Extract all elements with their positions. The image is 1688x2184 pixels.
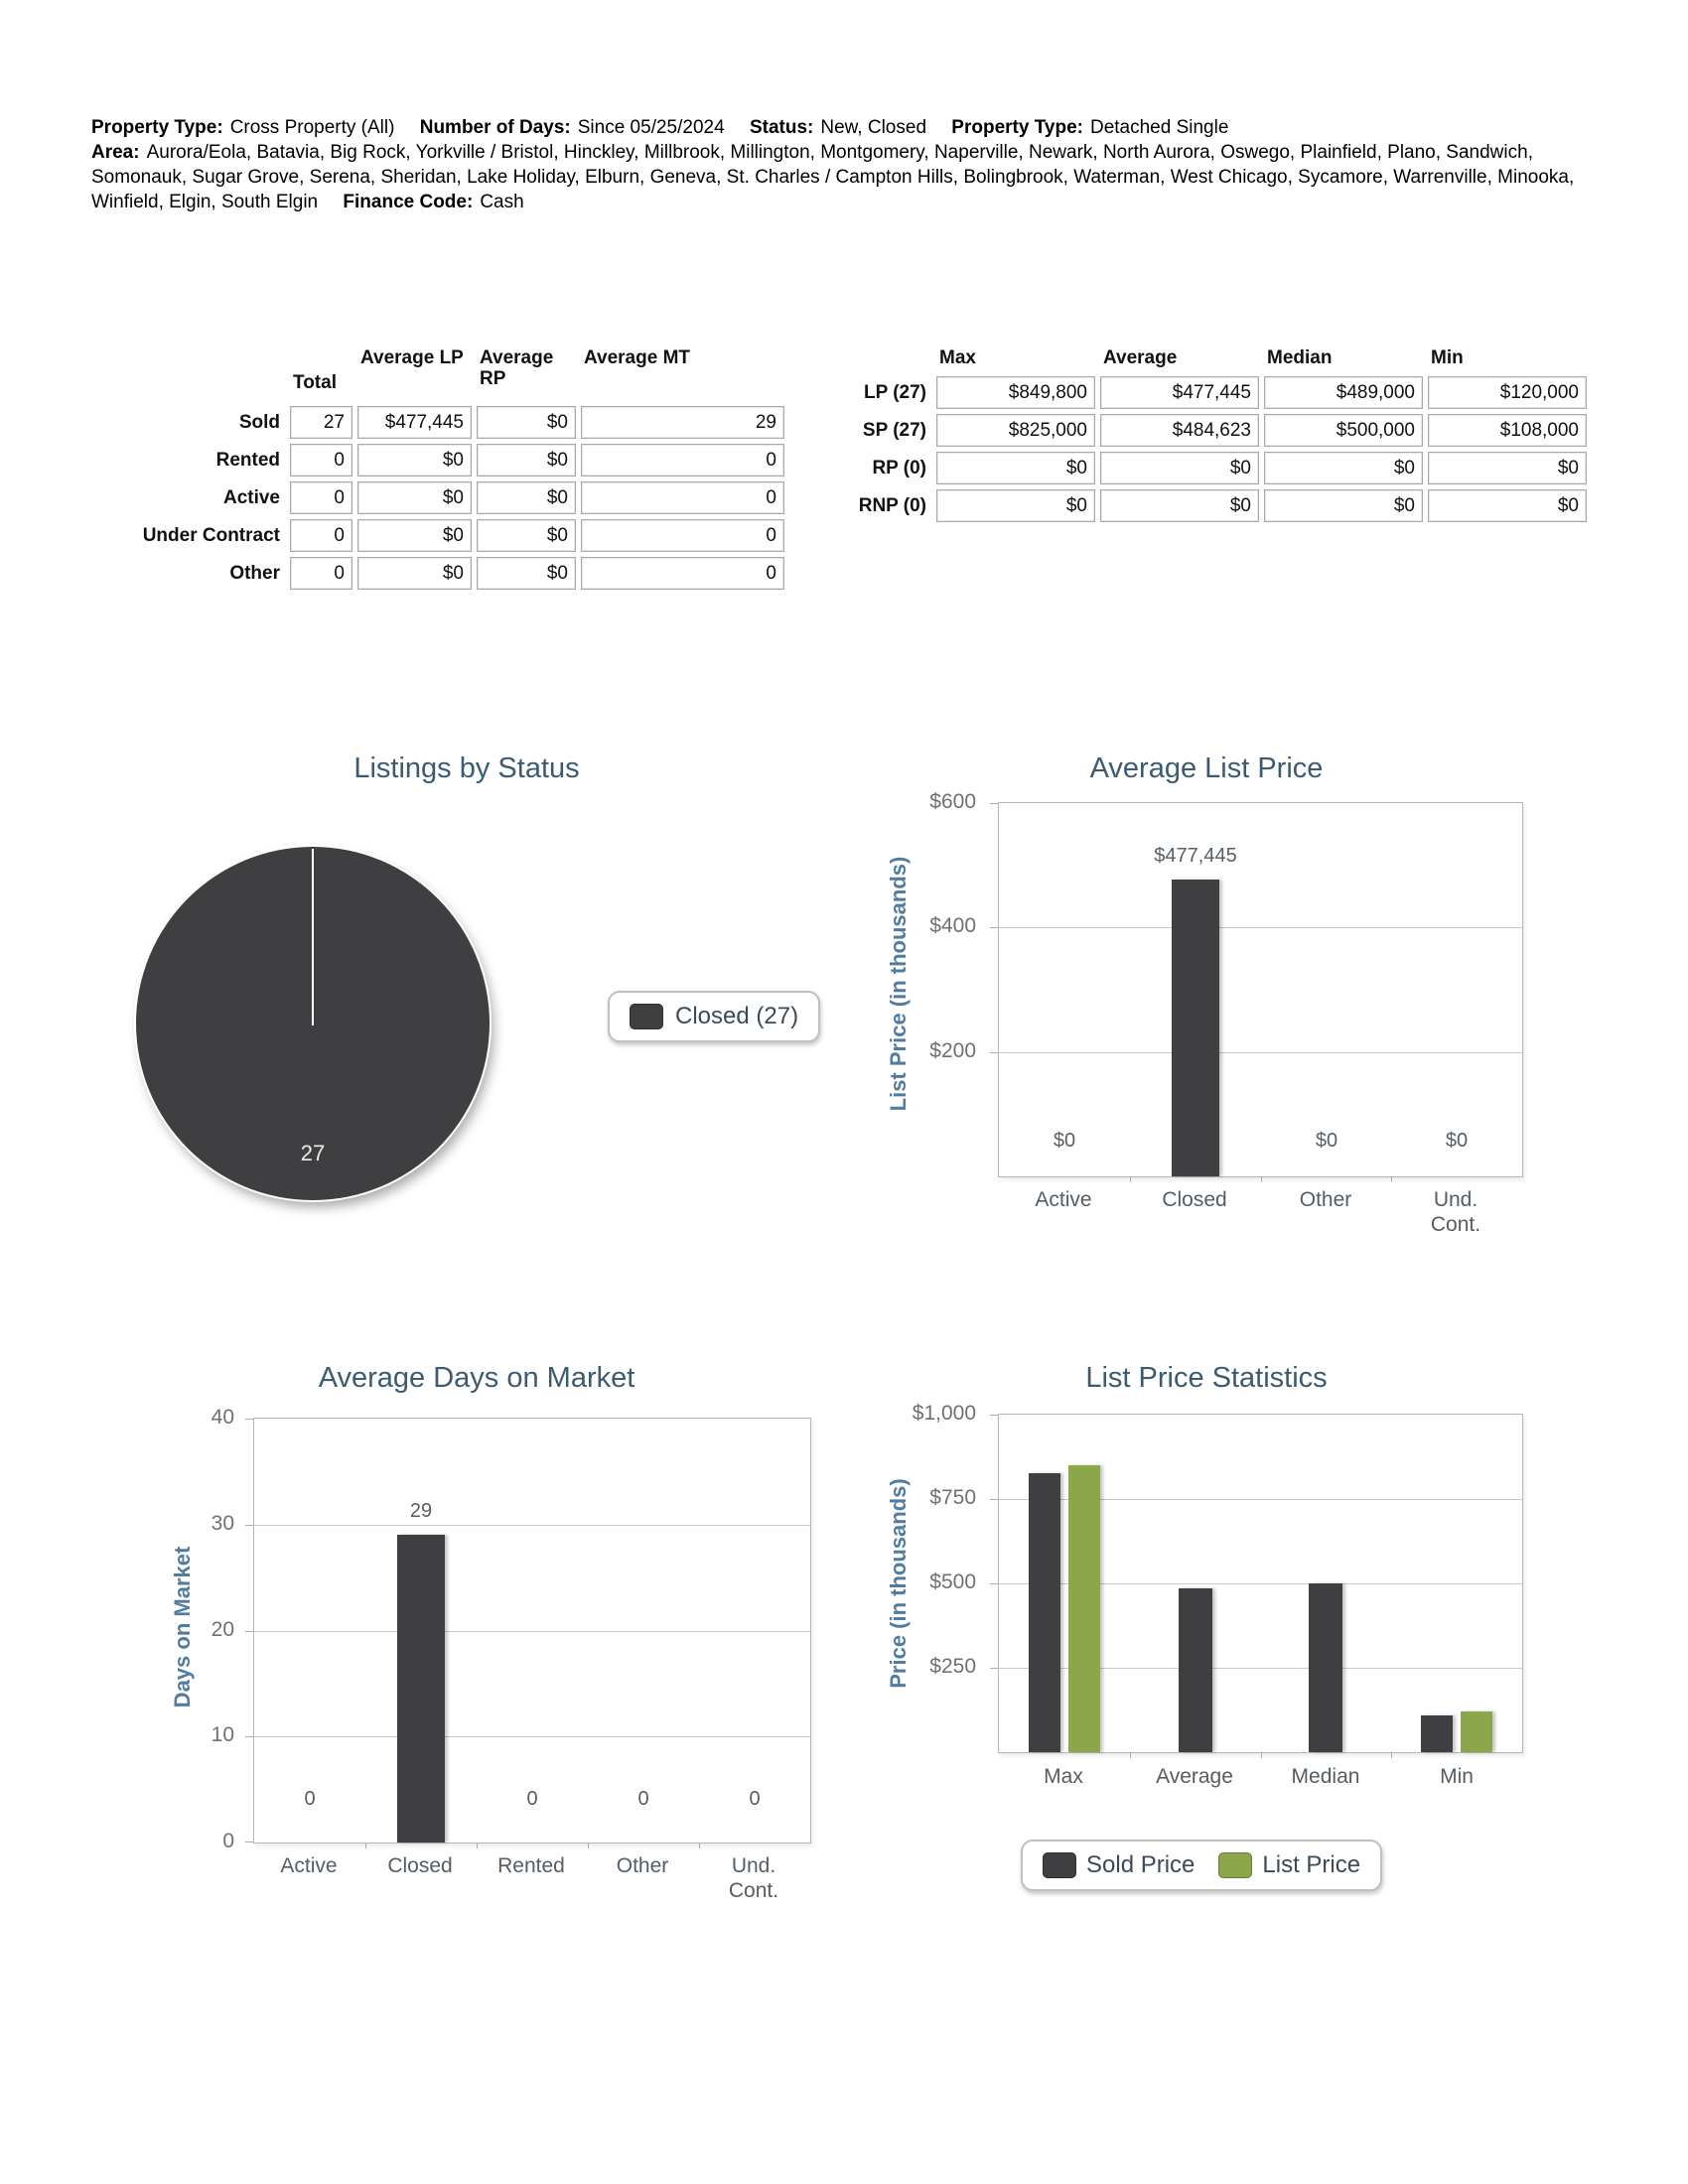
plot-area (253, 1418, 811, 1843)
y-tick-mark (990, 803, 998, 804)
table-row (94, 557, 784, 590)
y-tick-1000: $1,000 (912, 1402, 976, 1425)
y-tick-600: $600 (929, 790, 976, 813)
row-label: RP (0) (872, 458, 926, 478)
chart-title: Average List Price (1089, 752, 1324, 784)
y-tick-200: $200 (929, 1039, 976, 1062)
y-tick-mark (990, 1583, 998, 1584)
x-tick-mark (477, 1843, 478, 1848)
cell-average-rp: $0 (477, 557, 576, 590)
table-row (834, 376, 1587, 409)
y-tick-10: 10 (211, 1723, 234, 1746)
cell-max: $0 (936, 489, 1095, 522)
chart-title: Listings by Status (353, 752, 580, 784)
table-row (94, 481, 784, 514)
criteria-number-of-days (420, 117, 725, 138)
cell-average: $0 (1100, 452, 1259, 484)
table-row (834, 452, 1587, 484)
gridline (999, 1052, 1522, 1053)
cell-average-lp: $0 (357, 557, 472, 590)
gridline (999, 927, 1522, 928)
category-average: Average (1156, 1765, 1233, 1788)
bar-value-rented: 0 (526, 1788, 538, 1810)
y-tick-750: $750 (929, 1486, 976, 1509)
table-row (94, 406, 784, 439)
category-closed: Closed (1162, 1188, 1227, 1211)
report-criteria (91, 115, 1581, 214)
category-other: Other (616, 1854, 669, 1877)
y-tick-40: 40 (211, 1406, 234, 1429)
pie-slice-closed (136, 847, 490, 1200)
y-tick-400: $400 (929, 914, 976, 937)
column-header-total: Total (293, 372, 337, 393)
category-closed: Closed (387, 1854, 453, 1877)
legend-label-sold-price: Sold Price (1086, 1851, 1196, 1878)
category-active: Active (1035, 1188, 1092, 1211)
bar-average-sold-price (1179, 1588, 1212, 1752)
plot-area (998, 802, 1523, 1177)
cell-average-rp: $0 (477, 444, 576, 477)
criteria-value: Aurora/Eola, Batavia, Big Rock, Yorkville / Bristol, Hinckley, Millbrook, Millington, Montgomery, Naperville, Newark, North Aurora, Oswego, Plainfield, Plano, Sandwich, Somonauk, Sugar Grove, Serena, Sheridan, Lake Holiday, Elburn, Geneva, St. Charles / Campton Hills, Bolingbrook, Waterman, West Chicago, Sycamore, Warrenville, Minooka, Winfield, Elgin, South Elgin (91, 142, 1575, 212)
bar-value-closed: 29 (409, 1500, 433, 1522)
cell-total: 0 (290, 519, 352, 552)
category-und-cont: Und. Cont. (728, 1854, 779, 1902)
bar-max-list-price (1068, 1465, 1100, 1752)
gridline (254, 1631, 810, 1632)
bar-value-other: $0 (1315, 1130, 1338, 1152)
cell-min: $108,000 (1428, 414, 1587, 447)
pie-slice-value-label: 27 (300, 1141, 326, 1165)
legend-label: Closed (27) (675, 1003, 799, 1029)
bar-max-sold-price (1029, 1473, 1060, 1752)
table-row (94, 444, 784, 477)
category-max: Max (1044, 1765, 1083, 1788)
cell-average-lp: $0 (357, 519, 472, 552)
criteria-property-type-2 (951, 117, 1228, 138)
cell-average-mt: 0 (581, 557, 784, 590)
x-tick-mark (588, 1843, 589, 1848)
criteria-label: Status: (749, 117, 814, 138)
category-rented: Rented (497, 1854, 565, 1877)
cell-average-rp: $0 (477, 406, 576, 439)
chart-title: List Price Statistics (1085, 1362, 1328, 1394)
criteria-label: Property Type: (91, 117, 223, 138)
y-tick-mark (990, 1668, 998, 1669)
criteria-area (91, 142, 1574, 212)
chart-title: Average Days on Market (318, 1362, 635, 1394)
bar-median-sold-price (1309, 1583, 1342, 1752)
row-label: RNP (0) (858, 495, 926, 516)
y-axis-label: Days on Market (170, 1546, 195, 1708)
row-label: LP (27) (863, 382, 926, 403)
cell-average-lp: $0 (357, 481, 472, 514)
x-tick-mark (1130, 1752, 1131, 1758)
cell-total: 27 (290, 406, 352, 439)
bar-value-und-cont: $0 (1445, 1130, 1469, 1152)
y-axis-label: List Price (in thousands) (886, 856, 911, 1112)
column-header-average-rp: Average RP (480, 347, 554, 389)
y-tick-mark (245, 1525, 253, 1526)
criteria-value: Since 05/25/2024 (577, 117, 725, 138)
cell-max: $825,000 (936, 414, 1095, 447)
table-row (94, 519, 784, 552)
y-tick-mark (990, 927, 998, 928)
cell-median: $0 (1264, 452, 1423, 484)
plot-area (998, 1414, 1523, 1753)
category-other: Other (1299, 1188, 1352, 1211)
cell-average-rp: $0 (477, 481, 576, 514)
table-row (834, 489, 1587, 522)
bar-closed (397, 1535, 445, 1843)
criteria-label: Finance Code: (343, 192, 474, 212)
criteria-label: Property Type: (951, 117, 1083, 138)
criteria-label: Number of Days: (419, 117, 571, 138)
y-tick-250: $250 (929, 1655, 976, 1678)
criteria-value: Detached Single (1089, 117, 1229, 138)
y-tick-mark (990, 1499, 998, 1500)
column-header-max: Max (939, 347, 976, 368)
bar-value-und-cont: 0 (749, 1788, 761, 1810)
y-tick-mark (990, 1415, 998, 1416)
cell-median: $489,000 (1264, 376, 1423, 409)
category-active: Active (280, 1854, 338, 1877)
cell-max: $849,800 (936, 376, 1095, 409)
x-tick-mark (1261, 1752, 1262, 1758)
cell-average: $484,623 (1100, 414, 1259, 447)
column-header-min: Min (1431, 347, 1464, 368)
cell-average-mt: 29 (581, 406, 784, 439)
x-tick-mark (1391, 1176, 1392, 1182)
legend-swatch-list-price (1218, 1852, 1252, 1878)
column-header-median: Median (1267, 347, 1333, 368)
criteria-value: Cross Property (All) (229, 117, 395, 138)
cell-total: 0 (290, 557, 352, 590)
y-axis-label: Price (in thousands) (886, 1478, 911, 1689)
y-tick-mark (245, 1631, 253, 1632)
price-legend (1021, 1840, 1382, 1891)
x-tick-mark (1130, 1176, 1131, 1182)
x-tick-mark (1391, 1752, 1392, 1758)
status-table-header-row (94, 347, 784, 393)
cell-average-lp: $477,445 (357, 406, 472, 439)
category-min: Min (1440, 1765, 1474, 1788)
bar-value-other: 0 (637, 1788, 649, 1810)
criteria-label: Area: (91, 142, 140, 163)
row-label: SP (27) (862, 420, 926, 441)
cell-average-mt: 0 (581, 519, 784, 552)
y-tick-20: 20 (211, 1618, 234, 1641)
row-label: Sold (238, 412, 280, 433)
column-header-average: Average (1103, 347, 1178, 368)
table-row (834, 414, 1587, 447)
gridline (254, 1525, 810, 1526)
cell-average-mt: 0 (581, 481, 784, 514)
cell-total: 0 (290, 481, 352, 514)
criteria-value: Cash (480, 192, 524, 212)
column-header-average-mt: Average MT (584, 347, 690, 368)
status-summary-table (94, 347, 784, 595)
price-table-header-row (834, 347, 1587, 368)
criteria-value: New, Closed (820, 117, 927, 138)
row-label: Other (229, 563, 280, 584)
legend-swatch-sold-price (1043, 1852, 1076, 1878)
x-tick-mark (1261, 1176, 1262, 1182)
legend-swatch-closed (630, 1004, 663, 1029)
bar-min-sold-price (1421, 1715, 1453, 1752)
y-tick-mark (245, 1842, 253, 1843)
cell-average: $477,445 (1100, 376, 1259, 409)
row-label: Under Contract (142, 525, 280, 546)
criteria-finance-code (343, 192, 523, 212)
y-tick-0: 0 (222, 1830, 234, 1852)
cell-average-mt: 0 (581, 444, 784, 477)
column-header-average-lp: Average LP (360, 347, 464, 368)
price-summary-table (834, 347, 1587, 527)
criteria-property-type-1 (91, 117, 394, 138)
y-tick-500: $500 (929, 1570, 976, 1593)
cell-median: $500,000 (1264, 414, 1423, 447)
y-tick-mark (990, 1052, 998, 1053)
category-und-cont: Und. Cont. (1430, 1188, 1481, 1236)
x-tick-mark (365, 1843, 366, 1848)
legend-label-list-price: List Price (1262, 1851, 1361, 1878)
y-tick-mark (245, 1736, 253, 1737)
cell-average: $0 (1100, 489, 1259, 522)
gridline (254, 1736, 810, 1737)
cell-total: 0 (290, 444, 352, 477)
bar-value-active: 0 (304, 1788, 316, 1810)
cell-median: $0 (1264, 489, 1423, 522)
cell-average-lp: $0 (357, 444, 472, 477)
cell-min: $0 (1428, 452, 1587, 484)
criteria-status (750, 117, 926, 138)
cell-min: $0 (1428, 489, 1587, 522)
x-tick-mark (699, 1843, 700, 1848)
bar-min-list-price (1461, 1711, 1492, 1752)
y-tick-30: 30 (211, 1512, 234, 1535)
pie-slice-divider (312, 849, 314, 1025)
cell-average-rp: $0 (477, 519, 576, 552)
cell-max: $0 (936, 452, 1095, 484)
cell-min: $120,000 (1428, 376, 1587, 409)
pie-legend (608, 991, 820, 1042)
row-label: Active (222, 487, 280, 508)
category-median: Median (1291, 1765, 1360, 1788)
bar-value-closed: $477,445 (1154, 845, 1237, 867)
row-label: Rented (215, 450, 280, 471)
bar-value-active: $0 (1053, 1130, 1076, 1152)
bar-closed (1172, 880, 1219, 1176)
y-tick-mark (245, 1419, 253, 1420)
